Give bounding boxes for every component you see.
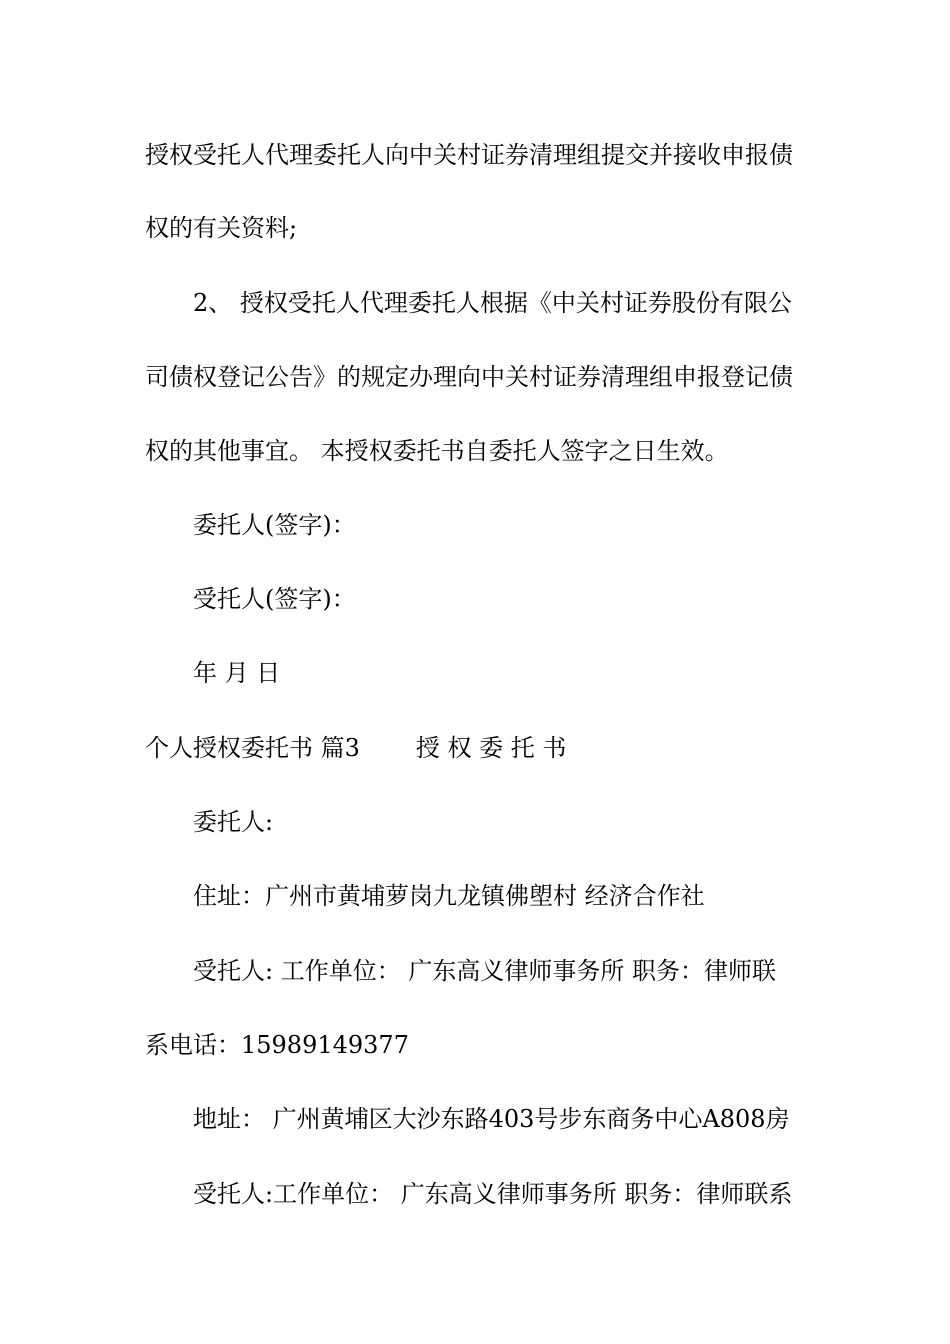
address-line: 住址：广州市黄埔萝岗九龙镇佛塱村 经济合作社 xyxy=(193,882,705,910)
principal-signature-line: 委托人(签字)： xyxy=(193,511,356,539)
paragraph-line-1: 授权受托人代理委托人向中关村证券清理组提交并接收申报债 xyxy=(145,141,793,169)
phone-line: 系电话：15989149377 xyxy=(145,1031,409,1059)
paragraph-line-4: 司债权登记公告》的规定办理向中关村证券清理组申报登记债 xyxy=(145,363,793,391)
date-line: 年 月 日 xyxy=(193,659,281,687)
paragraph-line-5: 权的其他事宜。 本授权委托书自委托人签字之日生效。 xyxy=(145,437,729,465)
paragraph-line-2: 权的有关资料; xyxy=(145,214,298,242)
paragraph-line-3: 2、 授权受托人代理委托人根据《中关村证券股份有限公 xyxy=(193,289,792,317)
principal-line: 委托人: xyxy=(193,808,274,836)
agent-line-2: 受托人:工作单位： 广东高义律师事务所 职务：律师联系 xyxy=(193,1180,793,1208)
agent-address-line: 地址： 广州黄埔区大沙东路403号步东商务中心A808房 xyxy=(193,1105,790,1133)
document-title: 授 权 委 托 书 xyxy=(415,734,567,762)
section-label: 个人授权委托书 篇3 xyxy=(145,734,360,762)
agent-signature-line: 受托人(签字)： xyxy=(193,585,356,613)
section-heading xyxy=(145,733,566,763)
agent-line-1: 受托人: 工作单位： 广东高义律师事务所 职务：律师联 xyxy=(193,957,776,985)
